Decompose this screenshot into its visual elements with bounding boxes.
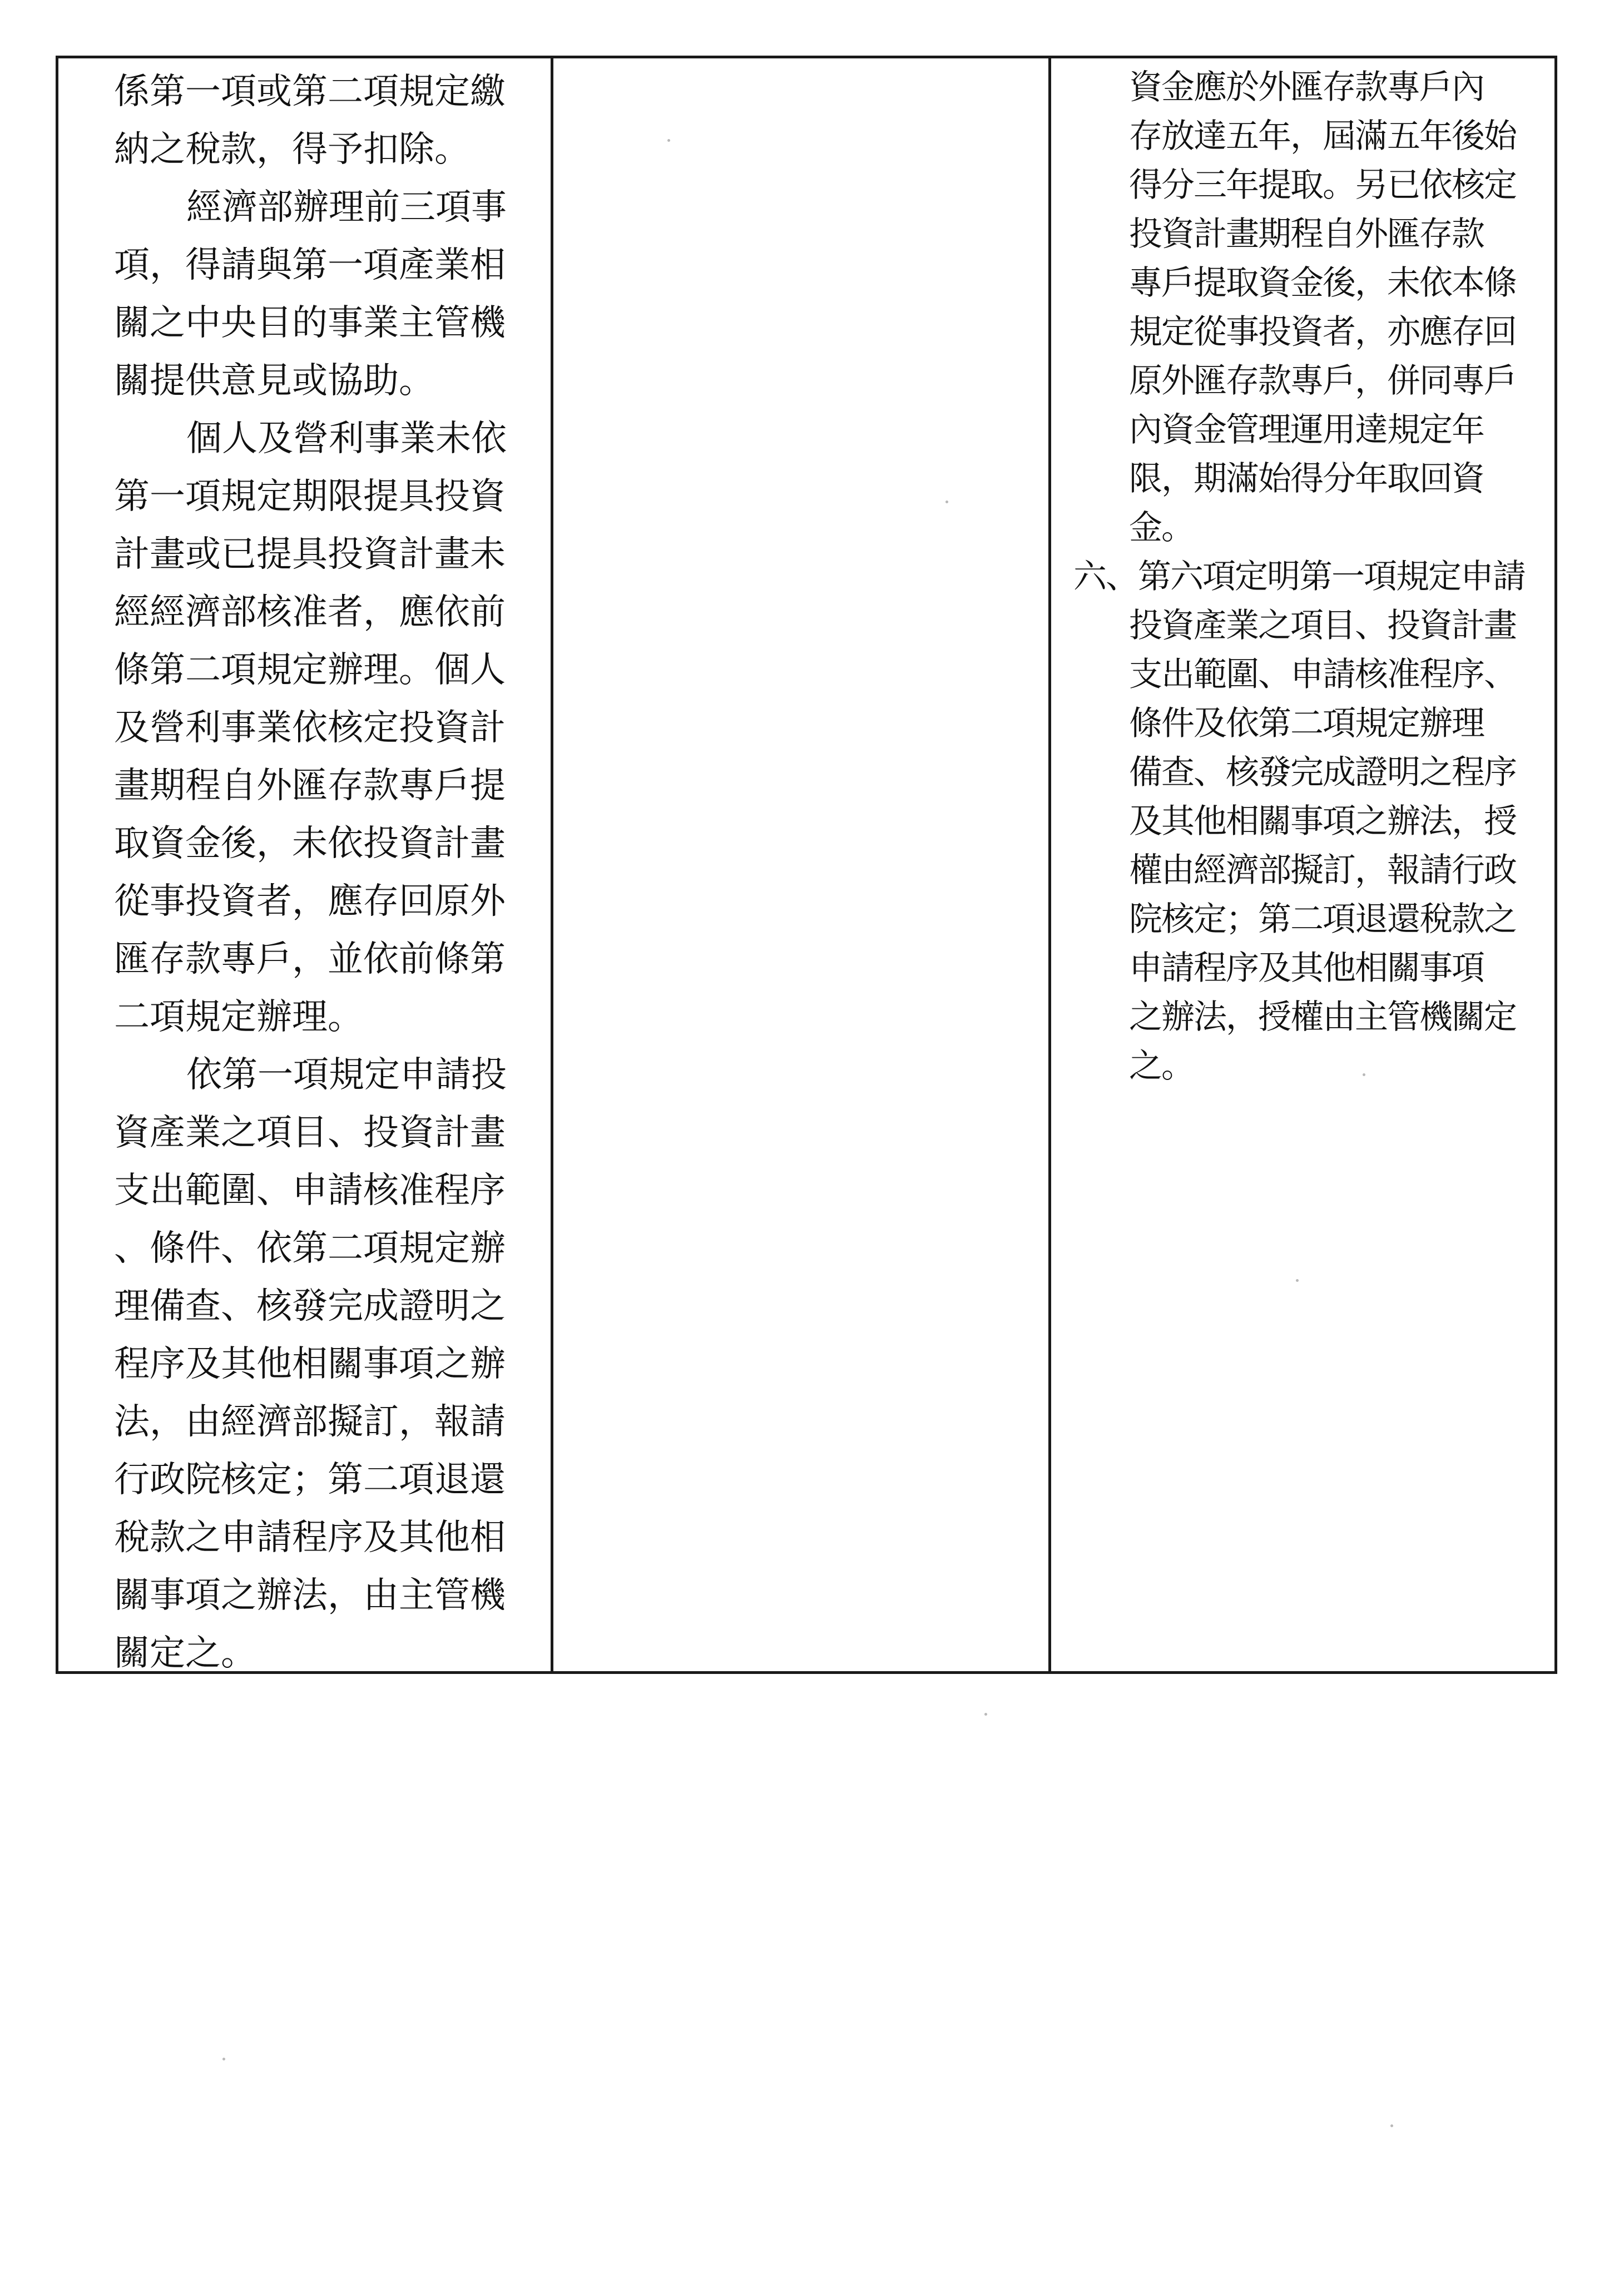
right-line: 條件及依第二項規定辦理 <box>1129 704 1484 743</box>
left-line: 個人及營利事業未依 <box>186 418 507 459</box>
scan-speck <box>1363 1073 1365 1076</box>
right-item-heading: 六、第六項定明第一項規定申請 <box>1073 557 1525 596</box>
right-line: 存放達五年，屆滿五年後始 <box>1129 117 1516 156</box>
left-line: 支出範圍、申請核准程序 <box>114 1170 506 1211</box>
left-line: 計畫或已提具投資計畫未 <box>114 534 506 575</box>
right-line: 備查、核發完成證明之程序 <box>1129 753 1516 792</box>
scan-speck <box>945 501 948 503</box>
right-line: 支出範圍、申請核准程序、 <box>1129 655 1516 694</box>
right-line: 及其他相關事項之辦法，授 <box>1129 802 1516 841</box>
right-line: 之。 <box>1129 1047 1194 1086</box>
scan-speck <box>222 2058 225 2060</box>
middle-column <box>553 58 1051 1671</box>
left-line: 匯存款專戶，並依前條第 <box>114 939 506 980</box>
right-line: 之辦法，授權由主管機關定 <box>1129 998 1516 1037</box>
right-line: 規定從事投資者，亦應存回 <box>1129 313 1516 351</box>
left-line: 資產業之項目、投資計畫 <box>114 1112 506 1153</box>
left-line: 關之中央目的事業主管機 <box>114 303 506 344</box>
right-line: 得分三年提取。另已依核定 <box>1129 166 1516 205</box>
left-line: 關定之。 <box>114 1633 256 1674</box>
scan-speck <box>984 1713 987 1716</box>
left-line: 法，由經濟部擬訂，報請 <box>114 1401 506 1443</box>
left-line: 關提供意見或協助。 <box>114 360 434 402</box>
left-line: 理備查、核發完成證明之 <box>114 1286 506 1327</box>
right-line: 權由經濟部擬訂，報請行政 <box>1129 851 1516 890</box>
left-line: 經經濟部核准者，應依前 <box>114 592 506 633</box>
right-line: 專戶提取資金後，未依本條 <box>1129 264 1516 303</box>
left-line: 稅款之申請程序及其他相 <box>114 1517 506 1558</box>
right-line: 限，期滿始得分年取回資 <box>1129 459 1484 498</box>
left-line: 畫期程自外匯存款專戶提 <box>114 765 506 806</box>
left-line: 納之稅款，得予扣除。 <box>114 129 470 170</box>
left-line: 條第二項規定辦理。個人 <box>114 650 506 691</box>
right-line: 申請程序及其他相關事項 <box>1129 949 1484 988</box>
right-line: 金。 <box>1129 508 1194 547</box>
left-line: 取資金後，未依投資計畫 <box>114 823 506 864</box>
left-line: 經濟部辦理前三項事 <box>186 187 507 228</box>
right-line: 投資計畫期程自外匯存款 <box>1129 215 1484 254</box>
left-line: 程序及其他相關事項之辦 <box>114 1344 506 1385</box>
left-line: 從事投資者，應存回原外 <box>114 881 506 922</box>
right-line: 院核定；第二項退還稅款之 <box>1129 900 1516 939</box>
left-column <box>58 58 553 1674</box>
left-line: 第一項規定期限提具投資 <box>114 476 506 517</box>
right-column <box>1051 58 1554 1671</box>
right-line: 資金應於外匯存款專戶內 <box>1129 68 1484 107</box>
left-line: 及營利事業依核定投資計 <box>114 707 506 749</box>
scan-speck <box>1390 2124 1393 2127</box>
left-line: 係第一項或第二項規定繳 <box>114 71 506 112</box>
scan-speck <box>1296 1279 1299 1282</box>
right-line: 投資產業之項目、投資計畫 <box>1129 606 1516 645</box>
left-line: 、條件、依第二項規定辦 <box>114 1228 506 1269</box>
comparison-table <box>56 56 1557 1674</box>
right-line: 內資金管理運用達規定年 <box>1129 410 1484 449</box>
right-line: 原外匯存款專戶，併同專戶 <box>1129 361 1516 400</box>
left-line: 行政院核定；第二項退還 <box>114 1459 506 1500</box>
left-line: 關事項之辦法，由主管機 <box>114 1575 506 1616</box>
left-line: 依第一項規定申請投 <box>186 1054 507 1096</box>
scan-speck <box>667 139 670 142</box>
left-line: 項，得請與第一項產業相 <box>114 245 506 286</box>
left-line: 二項規定辦理。 <box>114 997 363 1038</box>
